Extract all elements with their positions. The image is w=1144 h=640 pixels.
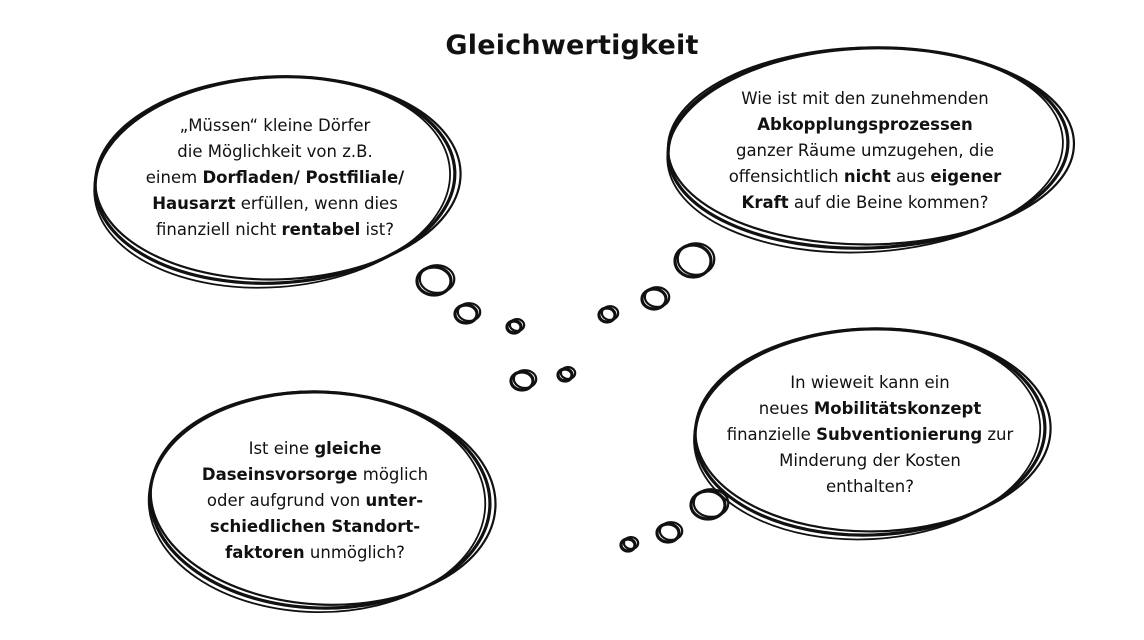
bubble-line <box>705 448 1035 474</box>
text: ganzer Räume umzugehen, die <box>735 141 995 160</box>
text: erfüllen, wenn dies <box>235 194 398 213</box>
bubble-line <box>170 514 460 540</box>
trail-circle <box>621 537 638 551</box>
trail-circle <box>558 367 575 381</box>
bubble-line <box>700 112 1030 138</box>
bubble-line <box>700 190 1030 216</box>
bold-text: Mobilitätskonzept <box>813 399 982 418</box>
bold-text: Kraft <box>741 193 789 212</box>
bubble-line <box>170 436 460 462</box>
trail-circle <box>599 306 618 322</box>
bubble-line <box>700 164 1030 190</box>
text: einem <box>145 168 203 187</box>
bold-text: nicht <box>843 167 891 186</box>
bold-text: Hausarzt <box>152 194 236 213</box>
trail-circle <box>511 370 536 390</box>
trail-circle <box>417 265 455 295</box>
bold-text: Daseinsvorsorge <box>201 465 358 484</box>
bubble-text-daseinsvorsorge <box>170 436 460 566</box>
text: Wie ist mit den zunehmenden <box>741 89 989 108</box>
bold-text: Abkopplungsprozessen <box>757 115 973 134</box>
text: In wieweit kann ein <box>790 373 950 392</box>
bold-text: Subventionierung <box>816 425 983 444</box>
trail-circle <box>455 303 480 323</box>
trail-circle <box>507 319 524 333</box>
trail-circle <box>642 287 669 309</box>
text: enthalten? <box>825 477 915 496</box>
bubble-line <box>120 191 430 217</box>
bubble-text-mobilitaet <box>705 370 1035 500</box>
text: Minderung der Kosten <box>779 451 961 470</box>
bubble-line <box>170 488 460 514</box>
text: oder aufgrund von <box>206 491 366 510</box>
bold-text: unter- <box>365 491 424 510</box>
text: aus <box>890 167 931 186</box>
text: unmöglich? <box>304 543 405 562</box>
bold-text: rentabel <box>281 220 361 239</box>
bubble-text-abkopplung <box>700 86 1030 216</box>
bold-text: eigener <box>930 167 1002 186</box>
bubble-line <box>120 217 430 243</box>
page-title: Gleichwertigkeit <box>445 30 699 61</box>
bold-text: gleiche <box>314 439 382 458</box>
bubble-line <box>705 396 1035 422</box>
text: neues <box>758 399 814 418</box>
bubble-line <box>700 138 1030 164</box>
text: die Möglichkeit von z.B. <box>177 142 373 161</box>
bubble-line <box>705 474 1035 500</box>
trail-circle <box>675 243 715 277</box>
text: finanziell nicht <box>156 220 282 239</box>
trail-circle <box>657 522 682 542</box>
bubble-line <box>705 422 1035 448</box>
bubble-line <box>705 370 1035 396</box>
bubble-line <box>700 86 1030 112</box>
text: offensichtlich <box>728 167 844 186</box>
text: zur <box>982 425 1014 444</box>
bubble-text-duerfer <box>120 113 430 243</box>
text: auf die Beine kommen? <box>788 193 989 212</box>
bubble-line <box>170 540 460 566</box>
text: Ist eine <box>248 439 315 458</box>
text: ist? <box>360 220 394 239</box>
bold-text: schiedlichen Standort- <box>209 517 421 536</box>
bubble-line <box>120 139 430 165</box>
text: „Müssen“ kleine Dörfer <box>179 116 371 135</box>
bold-text: faktoren <box>225 543 305 562</box>
bubble-line <box>170 462 460 488</box>
bold-text: Dorfladen/ Postfiliale/ <box>202 168 405 187</box>
bubble-line <box>120 113 430 139</box>
text: finanzielle <box>726 425 817 444</box>
text: möglich <box>357 465 429 484</box>
bubble-line <box>120 165 430 191</box>
